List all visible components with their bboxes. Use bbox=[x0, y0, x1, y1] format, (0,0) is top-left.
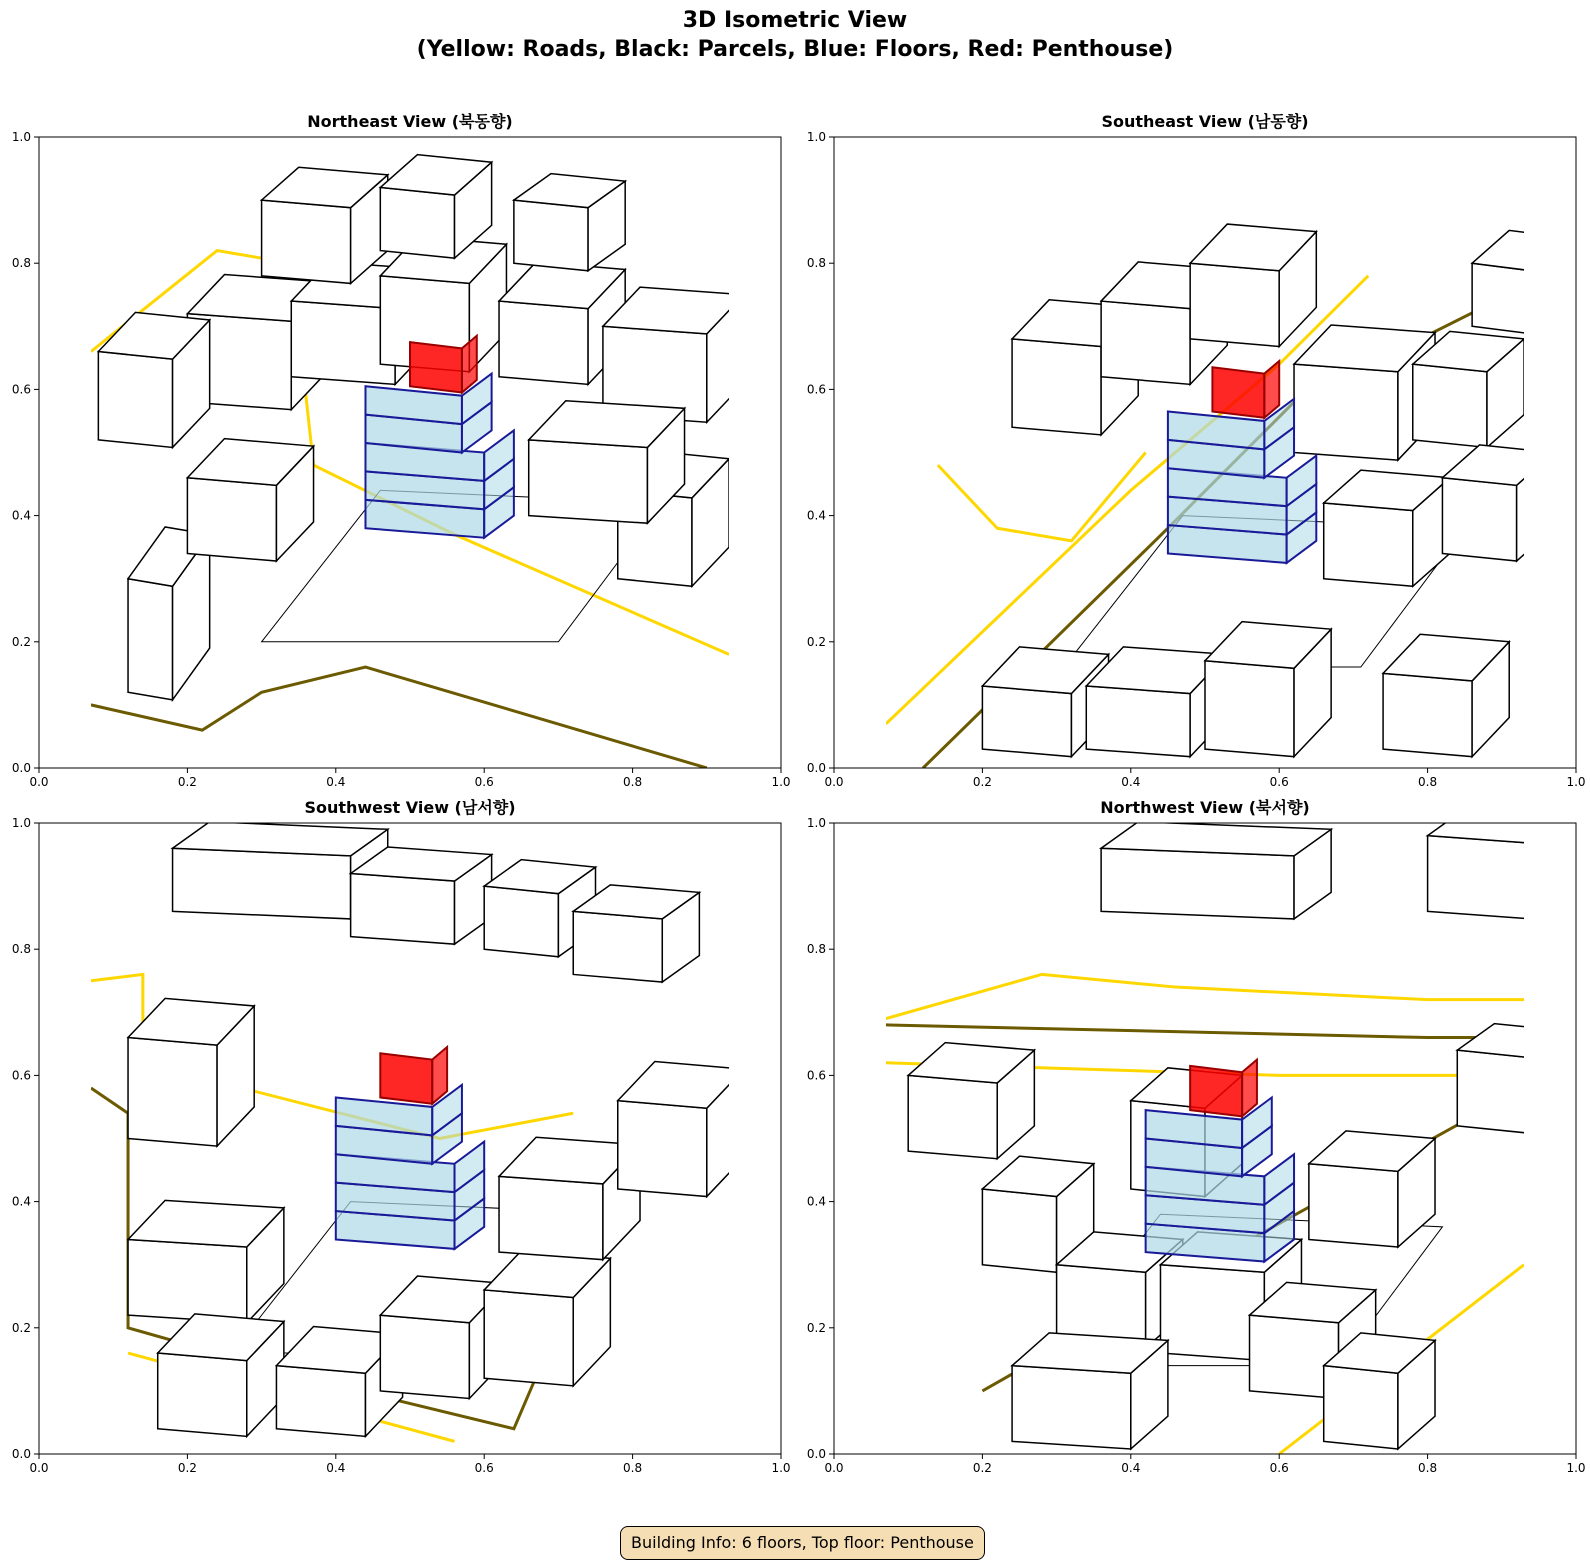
y-tick-label: 0.2 bbox=[806, 1320, 826, 1335]
parcel-building bbox=[908, 1043, 1034, 1159]
y-tick-label: 0.0 bbox=[806, 1447, 826, 1461]
y-tick-label: 0.2 bbox=[11, 1320, 31, 1335]
x-tick-label: 0.6 bbox=[474, 1461, 494, 1475]
parcel-building bbox=[1442, 445, 1553, 561]
x-tick-label: 0.0 bbox=[29, 775, 49, 789]
x-tick-label: 0.6 bbox=[1269, 1461, 1289, 1475]
parcel-building bbox=[128, 1200, 284, 1322]
y-tick-label: 0.6 bbox=[806, 382, 826, 397]
panels bbox=[12, 112, 1586, 1475]
panel-1 bbox=[12, 112, 791, 789]
parcel-building bbox=[1205, 622, 1331, 757]
parcel-building bbox=[603, 287, 744, 422]
x-tick-label: 0.4 bbox=[1121, 1461, 1141, 1475]
y-tick-label: 1.0 bbox=[806, 130, 826, 144]
penthouse-side bbox=[1264, 361, 1279, 418]
parcel-building bbox=[128, 998, 254, 1146]
figure-title-line2: (Yellow: Roads, Black: Parcels, Blue: Floors, Red: Penthouse) bbox=[416, 37, 1174, 62]
parcel-building bbox=[1324, 470, 1450, 586]
road-line bbox=[938, 453, 1146, 541]
road-line bbox=[886, 974, 1524, 1018]
y-tick-label: 1.0 bbox=[11, 130, 31, 144]
x-tick-label: 0.0 bbox=[824, 775, 844, 789]
parcel-building bbox=[484, 1251, 610, 1386]
x-tick-label: 1.0 bbox=[1566, 1461, 1586, 1475]
x-tick-label: 0.4 bbox=[1121, 775, 1141, 789]
x-tick-label: 0.2 bbox=[972, 775, 992, 789]
y-tick-label: 0.4 bbox=[11, 508, 31, 523]
penthouse-side bbox=[1242, 1060, 1257, 1117]
x-tick-label: 0.6 bbox=[1269, 775, 1289, 789]
x-tick-label: 0.6 bbox=[474, 775, 494, 789]
y-tick-label: 0.4 bbox=[806, 1194, 826, 1209]
parcel-building bbox=[618, 1062, 744, 1197]
panel-3 bbox=[12, 798, 791, 1475]
y-tick-label: 0.4 bbox=[806, 508, 826, 523]
y-tick-label: 1.0 bbox=[806, 816, 826, 830]
y-tick-label: 0.4 bbox=[11, 1194, 31, 1209]
parcel-building bbox=[1413, 331, 1524, 447]
y-tick-label: 0.2 bbox=[11, 634, 31, 649]
x-tick-label: 0.2 bbox=[177, 1461, 197, 1475]
parcel-building bbox=[262, 167, 388, 283]
parcel-building bbox=[158, 1314, 284, 1436]
scene-3 bbox=[91, 822, 744, 1442]
parcel-building bbox=[529, 401, 685, 523]
panel-2 bbox=[807, 112, 1586, 789]
x-tick-label: 0.2 bbox=[972, 1461, 992, 1475]
scene-2 bbox=[886, 224, 1569, 768]
x-tick-label: 0.8 bbox=[623, 775, 643, 789]
y-tick-label: 0.0 bbox=[11, 761, 31, 775]
y-tick-label: 0.8 bbox=[11, 256, 31, 271]
parcel-building bbox=[1101, 822, 1331, 919]
x-tick-label: 0.4 bbox=[326, 1461, 346, 1475]
y-tick-label: 1.0 bbox=[11, 816, 31, 830]
scene-1 bbox=[91, 155, 744, 768]
parcel-building bbox=[187, 439, 313, 561]
y-tick-label: 0.6 bbox=[806, 1068, 826, 1083]
building-info-box: Building Info: 6 floors, Top floor: Penthouse bbox=[620, 1526, 985, 1560]
road-line bbox=[886, 1025, 1524, 1038]
x-tick-label: 1.0 bbox=[1566, 775, 1586, 789]
penthouse bbox=[380, 1053, 432, 1103]
parcel-building bbox=[573, 885, 699, 982]
y-tick-label: 0.6 bbox=[11, 1068, 31, 1083]
x-tick-label: 0.0 bbox=[29, 1461, 49, 1475]
x-tick-label: 0.8 bbox=[623, 1461, 643, 1475]
parcel-building bbox=[1383, 634, 1509, 756]
x-tick-label: 0.8 bbox=[1418, 775, 1438, 789]
panel-title: Southwest View (남서향) bbox=[304, 798, 516, 817]
penthouse bbox=[410, 342, 462, 392]
y-tick-label: 0.0 bbox=[806, 761, 826, 775]
scene-4 bbox=[886, 809, 1569, 1454]
parcel-building bbox=[514, 174, 625, 271]
y-tick-label: 0.0 bbox=[11, 1447, 31, 1461]
y-tick-label: 0.6 bbox=[11, 382, 31, 397]
panel-title: Northeast View (북동향) bbox=[307, 112, 513, 131]
parcel-building bbox=[1012, 1333, 1168, 1449]
figure-title-line1: 3D Isometric View bbox=[682, 8, 908, 33]
panel-title: Northwest View (북서향) bbox=[1100, 798, 1310, 817]
penthouse bbox=[1190, 1066, 1242, 1116]
parcel-building bbox=[1190, 224, 1316, 346]
x-tick-label: 1.0 bbox=[771, 1461, 791, 1475]
penthouse bbox=[1212, 367, 1264, 417]
x-tick-label: 0.8 bbox=[1418, 1461, 1438, 1475]
x-tick-label: 1.0 bbox=[771, 775, 791, 789]
penthouse-side bbox=[432, 1047, 447, 1104]
parcel-building bbox=[1309, 1131, 1435, 1247]
y-tick-label: 0.8 bbox=[806, 942, 826, 957]
parcel-building bbox=[1324, 1333, 1435, 1449]
y-tick-label: 0.2 bbox=[806, 634, 826, 649]
x-tick-label: 0.0 bbox=[824, 1461, 844, 1475]
x-tick-label: 0.2 bbox=[177, 775, 197, 789]
panel-4 bbox=[807, 798, 1586, 1475]
parcel-building bbox=[1472, 230, 1568, 333]
panel-title: Southeast View (남동향) bbox=[1101, 112, 1309, 131]
y-tick-label: 0.8 bbox=[11, 942, 31, 957]
target-building bbox=[336, 1047, 484, 1249]
x-tick-label: 0.4 bbox=[326, 775, 346, 789]
parcel-building bbox=[1457, 1024, 1568, 1134]
parcel-building bbox=[1428, 809, 1569, 919]
y-tick-label: 0.8 bbox=[806, 256, 826, 271]
parcel-building bbox=[351, 847, 492, 944]
